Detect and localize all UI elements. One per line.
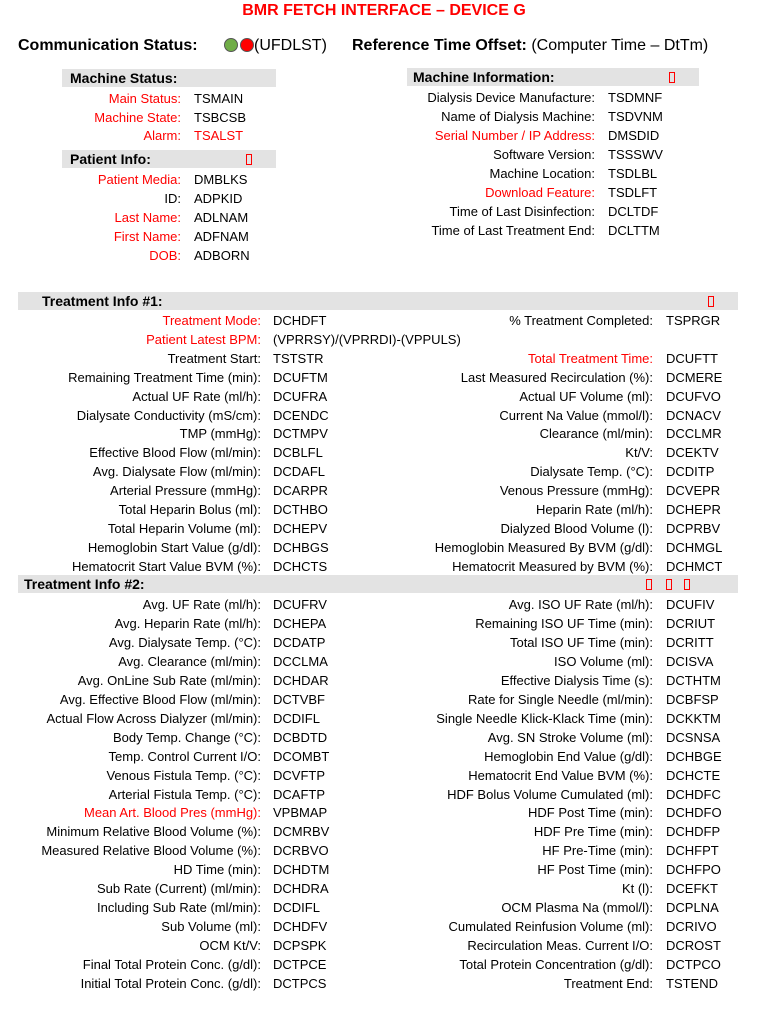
field-value: DCDIFL (273, 710, 320, 726)
field-value: (VPRRSY)/(VPRRDI)-(VPPULS) (273, 331, 461, 347)
field-label: Cumulated Reinfusion Volume (ml): (448, 919, 653, 935)
communication-status-label: Communication Status: (18, 37, 198, 54)
field-value: DMBLKS (194, 172, 248, 187)
field-value: DCBDTD (273, 729, 328, 745)
field-label: Avg. ISO UF Rate (ml/h): (508, 597, 653, 612)
field-label: Alarm: (143, 128, 181, 144)
field-row (0, 558, 768, 575)
field-label: Venous Pressure (mmHg): (499, 483, 653, 499)
field-row (0, 634, 768, 651)
field-label: Dialysate Temp. (°C): (530, 464, 653, 480)
field-label: Initial Total Protein Conc. (g/dl): (80, 976, 261, 991)
field-label: Arterial Fistula Temp. (°C): (108, 786, 261, 802)
field-label: Hematocrit End Value BVM (%): (468, 767, 653, 783)
field-label: Avg. Heparin Rate (ml/h): (114, 615, 261, 631)
field-label: Time of Last Treatment End: (431, 223, 595, 238)
field-row (0, 425, 768, 442)
field-row (0, 729, 768, 746)
field-value: DCUFTT (666, 350, 718, 366)
field-value: DCTHTM (666, 672, 721, 688)
field-value: DCRIUT (666, 615, 716, 631)
field-row (0, 975, 768, 992)
field-value: ADFNAM (194, 229, 249, 244)
field-value: DCUFVO (666, 388, 721, 404)
field-value: TSPRGR (666, 313, 721, 328)
field-row (0, 956, 768, 973)
field-row (0, 247, 768, 264)
field-value: DCRITT (666, 634, 714, 650)
field-value: DCTHBO (273, 502, 328, 517)
communication-status-code: (UFDLST) (254, 37, 327, 54)
machine-status-header-label: Machine Status: (70, 70, 178, 86)
field-value: DCDIFL (273, 900, 320, 916)
field-value: TSBCSB (194, 109, 247, 125)
field-label: Body Temp. Change (°C): (112, 729, 261, 745)
field-row (0, 369, 768, 386)
field-label: Total ISO UF Time (min): (509, 634, 653, 650)
field-value: DCOMBT (273, 748, 330, 764)
field-row (0, 823, 768, 840)
field-value: DCHDTM (273, 862, 330, 878)
field-label: Mean Art. Blood Pres (mmHg): (84, 805, 261, 821)
field-label: Current Na Value (mmol/l): (499, 407, 653, 423)
field-row (0, 767, 768, 784)
field-label: ISO Volume (ml): (554, 653, 653, 669)
field-label: Treatment End: (563, 976, 653, 991)
field-value: DCHDFV (273, 919, 328, 935)
field-label: Avg. Dialysate Flow (ml/min): (92, 464, 261, 480)
field-label: Sub Volume (ml): (161, 919, 261, 935)
field-label: Total Protein Concentration (g/dl): (459, 957, 653, 973)
field-value: DCARPR (273, 483, 328, 499)
field-label: Patient Media: (97, 172, 181, 187)
field-value: DCEKTV (666, 445, 719, 461)
field-row (0, 520, 768, 537)
treatment-info-1-header (18, 292, 738, 310)
field-value: DCHMGL (666, 539, 723, 555)
field-label: Measured Relative Blood Volume (%): (41, 843, 261, 859)
field-value: DCHDFO (666, 805, 722, 821)
field-value: TSALST (194, 128, 244, 144)
field-label: HD Time (min): (173, 862, 261, 878)
field-value: ADPKID (194, 191, 243, 206)
field-label: Avg. Dialysate Temp. (°C): (108, 634, 261, 650)
field-row (0, 165, 768, 182)
field-label: Kt/V: (625, 445, 653, 461)
field-row (0, 539, 768, 556)
field-row (0, 407, 768, 424)
field-row (0, 596, 768, 613)
field-row (0, 482, 768, 499)
field-value: DCDATP (273, 634, 326, 650)
field-row (0, 861, 768, 878)
field-value: DCENDC (273, 407, 329, 423)
field-label: Machine State: (94, 109, 181, 125)
reference-time-value: (Computer Time – DtTm) (531, 37, 709, 54)
field-label: Hematocrit Start Value BVM (%): (71, 558, 261, 574)
field-value: DCRIVO (666, 919, 717, 935)
field-row (0, 691, 768, 708)
field-row (0, 127, 768, 144)
field-label: % Treatment Completed: (509, 313, 653, 328)
field-value: DCHFPT (666, 843, 719, 859)
field-label: Machine Location: (489, 166, 595, 181)
field-label: Recirculation Meas. Current I/O: (467, 938, 653, 954)
machine-status-header (62, 69, 276, 87)
field-value: DCUFRA (273, 388, 328, 404)
field-value: DCHDAR (273, 672, 329, 688)
field-value: DCROST (666, 938, 721, 954)
field-row (0, 748, 768, 765)
field-value: DCDITP (666, 464, 715, 480)
field-label: Treatment Mode: (162, 313, 261, 328)
field-label: Total Treatment Time: (528, 350, 653, 366)
field-label: Avg. UF Rate (ml/h): (142, 597, 261, 612)
field-label: Dialysate Conductivity (mS/cm): (76, 407, 261, 423)
field-value: DCHEPR (666, 502, 721, 517)
field-value: DCEFKT (666, 881, 718, 897)
field-label: Dialysis Device Manufacture: (427, 90, 595, 105)
field-label: Total Heparin Bolus (ml): (118, 502, 261, 517)
field-row (0, 222, 768, 239)
patient-info-header-label: Patient Info: (70, 151, 151, 167)
field-value: DCVEPR (666, 483, 721, 499)
field-label: Last Measured Recirculation (%): (460, 369, 653, 385)
field-row (0, 672, 768, 689)
treatment-info-1-header-label: Treatment Info #1: (42, 293, 163, 309)
field-value: DCRBVO (273, 843, 329, 859)
field-value: ADBORN (194, 248, 250, 263)
field-label: Patient Latest BPM: (146, 331, 261, 347)
field-value: DCPRBV (666, 520, 721, 536)
field-label: Avg. SN Stroke Volume (ml): (487, 729, 653, 745)
field-value: DCHDFC (666, 786, 721, 802)
field-row (0, 842, 768, 859)
treatment-info-2-header-label: Treatment Info #2: (24, 576, 145, 592)
field-row (0, 804, 768, 821)
field-value: DCCLMA (273, 653, 328, 669)
field-label: Actual Flow Across Dialyzer (ml/min): (46, 710, 261, 726)
field-value: TSDLFT (608, 185, 658, 200)
field-value: TSDVNM (608, 109, 663, 124)
field-value: DCTMPV (273, 426, 328, 442)
status-red-indicator-icon (240, 38, 254, 52)
field-label: Venous Fistula Temp. (°C): (106, 767, 261, 783)
field-row (0, 312, 768, 329)
field-label: Avg. Effective Blood Flow (ml/min): (59, 691, 261, 707)
communication-status (18, 37, 327, 55)
field-value: DCLTDF (608, 204, 659, 219)
field-value: DCMERE (666, 369, 723, 385)
field-value: TSMAIN (194, 91, 244, 106)
field-label: Clearance (ml/min): (539, 426, 653, 442)
field-row (0, 615, 768, 632)
field-row (0, 331, 768, 348)
field-value: TSTEND (666, 976, 718, 991)
field-label: Including Sub Rate (ml/min): (96, 900, 261, 916)
field-value: DCHDRA (273, 881, 329, 897)
field-row (0, 501, 768, 518)
field-value: DCAFTP (273, 786, 325, 802)
field-label: Kt (l): (621, 881, 653, 897)
field-value: DCUFIV (666, 597, 715, 612)
field-value: DCLTTM (608, 223, 660, 238)
field-label: Avg. Clearance (ml/min): (118, 653, 261, 669)
field-label: HF Post Time (min): (537, 862, 653, 878)
field-value: DCHDFT (273, 313, 327, 328)
field-label: OCM Kt/V: (199, 938, 261, 954)
field-label: Hemoglobin Measured By BVM (g/dl): (434, 539, 653, 555)
field-value: TSDLBL (608, 166, 658, 181)
field-label: HDF Pre Time (min): (533, 824, 653, 840)
field-value: DCHDFP (666, 824, 721, 840)
field-value: DCHEPV (273, 520, 328, 536)
field-label: Name of Dialysis Machine: (441, 109, 595, 124)
field-label: Arterial Pressure (mmHg): (110, 483, 261, 499)
field-label: Minimum Relative Blood Volume (%): (46, 824, 261, 840)
field-row (0, 463, 768, 480)
field-label: Temp. Control Current I/O: (108, 748, 261, 764)
field-value: DCVFTP (273, 767, 325, 783)
field-value: DMSDID (608, 128, 660, 143)
flag-icon (708, 296, 714, 307)
field-label: HDF Bolus Volume Cumulated (ml): (447, 786, 653, 802)
field-row (0, 388, 768, 405)
field-value: DCSNSA (666, 729, 721, 745)
field-label: Dialyzed Blood Volume (l): (500, 520, 653, 536)
field-label: Actual UF Rate (ml/h): (132, 388, 261, 404)
treatment-info-2-header (18, 575, 738, 593)
field-row (0, 786, 768, 803)
field-value: DCDAFL (273, 464, 326, 480)
field-value: TSDMNF (608, 90, 663, 105)
reference-time-offset (352, 37, 708, 55)
status-green-indicator-icon (224, 38, 238, 52)
field-value: DCHMCT (666, 558, 723, 574)
field-value: DCKKTM (666, 710, 721, 726)
field-label: Remaining ISO UF Time (min): (475, 615, 653, 631)
field-value: DCHFPO (666, 862, 721, 878)
field-label: Hemoglobin Start Value (g/dl): (87, 539, 261, 555)
field-row (0, 89, 768, 106)
field-value: DCPSPK (273, 938, 327, 954)
field-label: Hematocrit Measured by BVM (%): (452, 558, 653, 574)
field-label: Remaining Treatment Time (min): (68, 369, 261, 385)
machine-information-header-label: Machine Information: (413, 69, 555, 85)
page-title: BMR FETCH INTERFACE – DEVICE G (242, 2, 526, 19)
field-label: OCM Plasma Na (mmol/l): (501, 900, 653, 916)
field-value: DCHCTE (666, 767, 721, 783)
field-label: DOB: (149, 248, 181, 263)
field-label: Final Total Protein Conc. (g/dl): (82, 957, 261, 973)
field-label: Rate for Single Needle (ml/min): (468, 691, 653, 707)
field-row (0, 350, 768, 367)
field-label: Treatment Start: (167, 350, 261, 366)
field-value: VPBMAP (273, 805, 328, 821)
field-label: HF Pre-Time (min): (542, 843, 653, 859)
field-value: DCTPCS (273, 976, 327, 991)
field-value: ADLNAM (194, 210, 249, 225)
field-row (0, 184, 768, 201)
field-label: Time of Last Disinfection: (449, 204, 595, 219)
field-row (0, 937, 768, 954)
field-value: DCHCTS (273, 558, 328, 574)
field-value: DCTPCO (666, 957, 721, 973)
field-row (0, 880, 768, 897)
field-label: Avg. OnLine Sub Rate (ml/min): (77, 672, 261, 688)
flag-icon (666, 579, 672, 590)
field-label: HDF Post Time (min): (528, 805, 653, 821)
field-label: TMP (mmHg): (179, 426, 261, 442)
field-label: Main Status: (108, 91, 181, 106)
field-row (0, 918, 768, 935)
field-label: Download Feature: (485, 185, 595, 200)
field-row (0, 146, 768, 163)
field-label: Effective Blood Flow (ml/min): (89, 445, 261, 461)
field-value: DCHBGE (666, 748, 722, 764)
field-value: TSTSTR (273, 350, 324, 366)
field-row (0, 899, 768, 916)
field-row (0, 108, 768, 125)
field-row (0, 203, 768, 220)
field-value: DCMRBV (273, 824, 330, 840)
flag-icon (646, 579, 652, 590)
field-label: First Name: (113, 229, 181, 244)
field-row (0, 653, 768, 670)
field-label: Actual UF Volume (ml): (519, 388, 653, 404)
field-value: DCISVA (666, 653, 714, 669)
reference-time-label: Reference Time Offset: (352, 37, 527, 54)
field-value: DCCLMR (666, 426, 722, 442)
field-label: Single Needle Klick-Klack Time (min): (436, 710, 653, 726)
field-value: DCHBGS (273, 539, 329, 555)
field-value: DCBFSP (666, 691, 719, 707)
field-value: DCTPCE (273, 957, 327, 973)
field-value: DCUFRV (273, 597, 327, 612)
machine-information-header (407, 68, 699, 86)
field-value: DCNACV (666, 407, 721, 423)
field-value: DCUFTM (273, 369, 328, 385)
field-label: Effective Dialysis Time (s): (500, 672, 653, 688)
field-value: TSSSWV (608, 147, 663, 162)
field-value: DCBLFL (273, 445, 323, 461)
field-label: Serial Number / IP Address: (434, 128, 595, 143)
field-label: Last Name: (114, 210, 181, 225)
field-label: Total Heparin Volume (ml): (107, 520, 261, 536)
flag-icon (669, 72, 675, 83)
field-label: Hemoglobin End Value (g/dl): (484, 748, 653, 764)
field-value: DCPLNA (666, 900, 719, 916)
field-value: DCHEPA (273, 615, 327, 631)
field-label: Heparin Rate (ml/h): (535, 502, 653, 517)
field-row (0, 444, 768, 461)
field-label: ID: (164, 191, 181, 206)
field-value: DCTVBF (273, 691, 325, 707)
field-row (0, 710, 768, 727)
field-label: Software Version: (493, 147, 595, 162)
flag-icon (684, 579, 690, 590)
field-label: Sub Rate (Current) (ml/min): (97, 881, 261, 897)
